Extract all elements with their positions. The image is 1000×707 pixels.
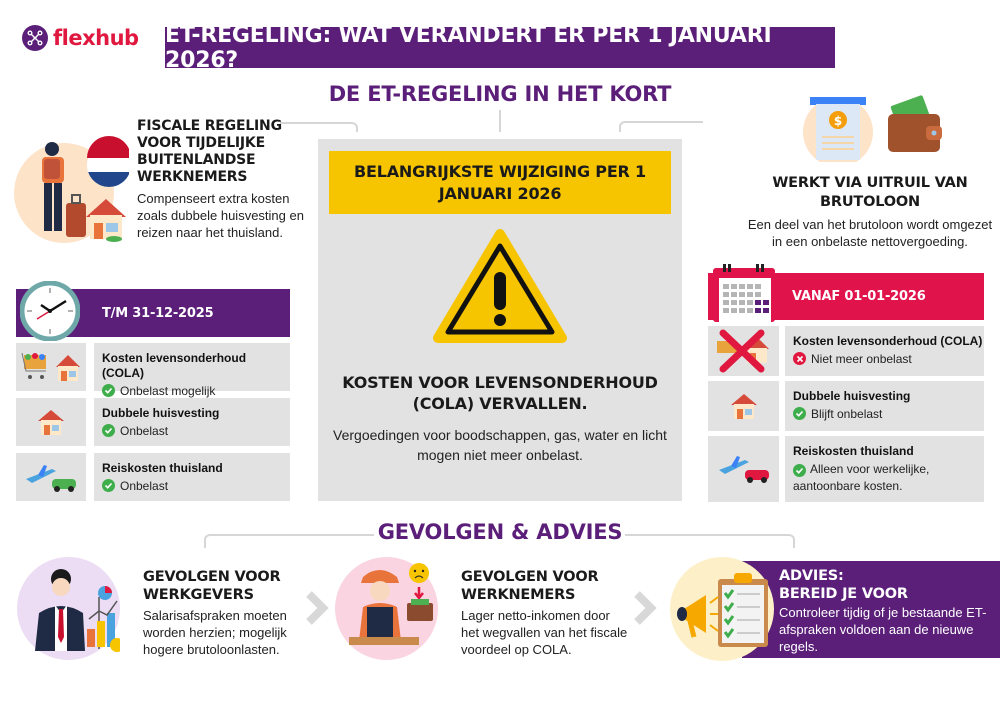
employee-card-text: Lager netto-inkomen door het wegvallen van het fiscale voordeel op COLA. (461, 608, 628, 657)
warning-icon (432, 228, 568, 346)
clock-icon (20, 281, 80, 346)
section-title-consequences: GEVOLGEN & ADVIES (377, 520, 623, 544)
svg-text:$: $ (833, 114, 843, 128)
item-title: Kosten levensonderhoud (COLA) (102, 351, 247, 380)
check-icon (793, 407, 806, 420)
plane-car-icon (708, 436, 779, 502)
after-panel-date: VANAF 01-01-2026 (792, 289, 926, 304)
check-icon (102, 479, 115, 492)
employer-card-title: GEVOLGEN VOOR WERKGEVERS (143, 569, 281, 603)
house-icon (708, 381, 779, 431)
key-change-banner: BELANGRIJKSTE WIJZIGING PER 1 JANUARI 2026 (329, 151, 671, 214)
connector-line (619, 121, 703, 132)
item-title: Kosten levensonderhoud (COLA) (793, 334, 983, 348)
network-logo-icon (22, 25, 48, 51)
item-title: Dubbele huisvesting (793, 389, 911, 403)
flexhub-logo (22, 25, 139, 51)
section-title-summary: DE ET-REGELING IN HET KORT (328, 82, 672, 106)
intro-right-text: Een deel van het brutoloon wordt omgezet in een onbelaste nettovergoeding. (747, 217, 993, 249)
connector-line (499, 110, 501, 132)
item-status: Onbelast mogelijk (120, 384, 216, 398)
check-icon (102, 384, 115, 397)
after-item-travel (785, 436, 984, 502)
employer-card-text: Salarisafspraken moeten worden herzien; mogelijk hogere brutoloonlasten. (143, 608, 287, 657)
item-title: Reiskosten thuisland (102, 461, 223, 475)
traveler-illustration (14, 135, 129, 245)
advice-title-line1: ADVIES: (779, 568, 844, 584)
payslip-wallet-illustration (798, 92, 948, 162)
intro-left-text: Compenseert extra kosten zoals dubbele huisvesting en reizen naar het thuisland. (137, 191, 304, 240)
chevron-right-icon (633, 590, 657, 626)
intro-right-title: WERKT VIA UITRUIL VAN BRUTOLOON (772, 175, 968, 210)
advice-title-line2: BEREID JE VOOR (779, 586, 908, 602)
intro-left-title: FISCALE REGELING VOOR TIJDELIJKE BUITENLANDSE WERKNEMERS (137, 118, 282, 185)
brand-name: flexhub (53, 26, 139, 50)
after-item-housing (785, 381, 984, 431)
item-title: Reiskosten thuisland (793, 444, 914, 458)
item-title: Dubbele huisvesting (102, 406, 220, 420)
item-status: Onbelast (120, 424, 169, 438)
before-item-travel (94, 453, 290, 501)
page-title: ET-REGELING: WAT VERANDERT ER PER 1 JANUARI 2026? (165, 27, 835, 68)
connector-line (625, 534, 795, 548)
house-icon (16, 398, 86, 446)
key-change-text: Vergoedingen voor boodschappen, gas, water en licht mogen niet meer onbelast. (333, 427, 667, 463)
before-panel-date: T/M 31-12-2025 (102, 305, 214, 321)
after-item-cola (785, 326, 984, 376)
item-status: Blijft onbelast (811, 407, 883, 421)
crossed-groceries-house-icon (708, 326, 779, 376)
employee-card-title: GEVOLGEN VOOR WERKNEMERS (461, 569, 599, 603)
cross-icon (793, 352, 806, 365)
item-status: Alleen voor werkelijke, aantoonbare kosten. (793, 462, 930, 493)
employee-illustration (335, 557, 438, 660)
chevron-right-icon (305, 590, 329, 626)
megaphone-checklist-illustration (670, 557, 774, 661)
before-item-housing (94, 398, 290, 446)
item-status: Onbelast (120, 479, 169, 493)
advice-card-text: Controleer tijdig of je bestaande ET-afspraken voldoen aan de nieuwe regels. (779, 605, 987, 654)
advice-card-title (779, 567, 989, 603)
connector-line (204, 534, 374, 548)
plane-car-icon (16, 453, 86, 501)
before-item-cola (94, 343, 290, 398)
check-icon (793, 464, 806, 477)
check-icon (102, 424, 115, 437)
employer-illustration (17, 557, 120, 660)
calendar-icon (713, 262, 775, 327)
groceries-house-icon (16, 343, 86, 391)
key-change-heading: KOSTEN VOOR LEVENSONDERHOUD (COLA) VERVALLEN. (342, 373, 658, 413)
item-status: Niet meer onbelast (811, 352, 912, 366)
